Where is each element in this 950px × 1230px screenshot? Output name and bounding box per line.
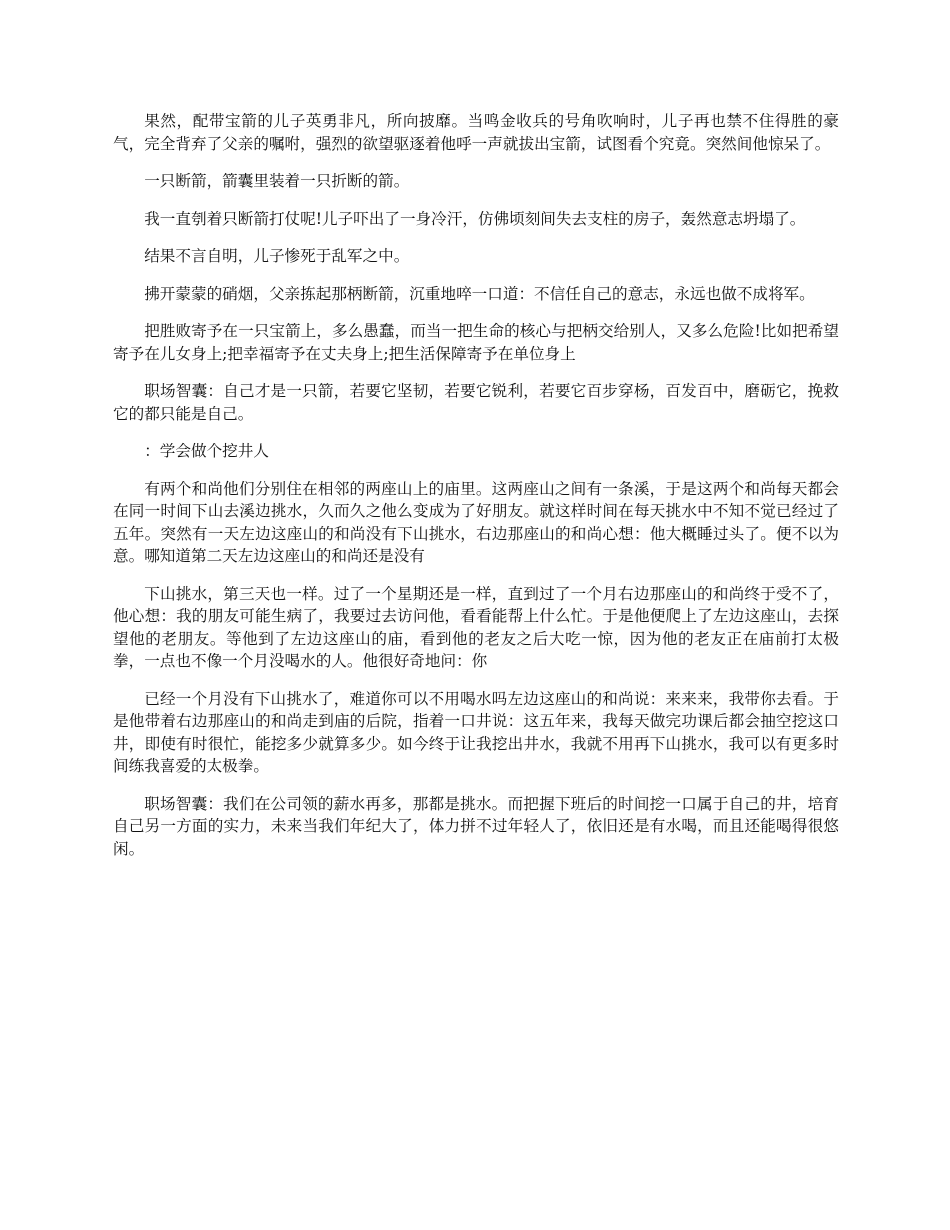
paragraph: 果然，配带宝箭的儿子英勇非凡，所向披靡。当鸣金收兵的号角吹响时，儿子再也禁不住得胜的豪气，完全背弃了父亲的嘱咐，强烈的欲望驱逐着他呼一声就拔出宝箭，试图看个究竟。突然间他惊呆了。 — [113, 112, 839, 153]
paragraph: 职场智囊：我们在公司领的薪水再多，那都是挑水。而把握下班后的时间挖一口属于自己的井，培育自己另一方面的实力，未来当我们年纪大了，体力拼不过年轻人了，依旧还是有水喝，而且还能喝得很悠闲。 — [113, 794, 839, 858]
paragraph: 下山挑水，第三天也一样。过了一个星期还是一样，直到过了一个月右边那座山的和尚终于受不了，他心想：我的朋友可能生病了，我要过去访问他，看看能帮上什么忙。于是他便爬上了左边这座山，去探望他的老朋友。等他到了左边这座山的庙，看到他的老友之后大吃一惊，因为他的老友正在庙前打太极拳，一点也不像一个月没喝水的人。他很好奇地问：你 — [113, 584, 839, 670]
section-heading: ：学会做个挖井人 — [144, 442, 269, 460]
paragraph: 把胜败寄予在一只宝箭上，多么愚蠢，而当一把生命的核心与把柄交给别人，又多么危险!比如把希望寄予在儿女身上;把幸福寄予在丈夫身上;把生活保障寄予在单位身上 — [113, 322, 839, 363]
paragraph: 结果不言自明，儿子惨死于乱军之中。 — [144, 247, 410, 265]
paragraph: 有两个和尚他们分别住在相邻的两座山上的庙里。这两座山之间有一条溪，于是这两个和尚每天都会在同一时间下山去溪边挑水，久而久之他么变成为了好朋友。就这样时间在每天挑水中不知不觉已经过了五年。突然有一天左边这座山的和尚没有下山挑水，右边那座山的和尚心想：他大概睡过头了。便不以为意。哪知道第二天左边这座山的和尚还是没有 — [113, 479, 839, 565]
document-body — [113, 110, 839, 875]
paragraph: 职场智囊：自己才是一只箭，若要它坚韧，若要它锐利，若要它百步穿杨，百发百中，磨砺它，挽救它的都只能是自己。 — [113, 382, 839, 423]
paragraph: 一只断箭，箭囊里装着一只折断的箭。 — [144, 172, 410, 190]
paragraph: 我一直刳着只断箭打仗呢!儿子吓出了一身冷汗，仿佛顷刻间失去支柱的房子，轰然意志坍塌了。 — [144, 209, 806, 228]
paragraph: 拂开蒙蒙的硝烟，父亲拣起那柄断箭，沉重地啐一口道：不信任自己的意志，永远也做不成将军。 — [144, 284, 815, 303]
paragraph: 已经一个月没有下山挑水了，难道你可以不用喝水吗左边这座山的和尚说：来来来，我带你去看。于是他带着右边那座山的和尚走到庙的后院，指着一口井说：这五年来，我每天做完功课后都会抽空挖这口井，即使有时很忙，能挖多少就算多少。如今终于让我挖出井水，我就不用再下山挑水，我可以有更多时间练我喜爱的太极拳。 — [113, 689, 839, 775]
